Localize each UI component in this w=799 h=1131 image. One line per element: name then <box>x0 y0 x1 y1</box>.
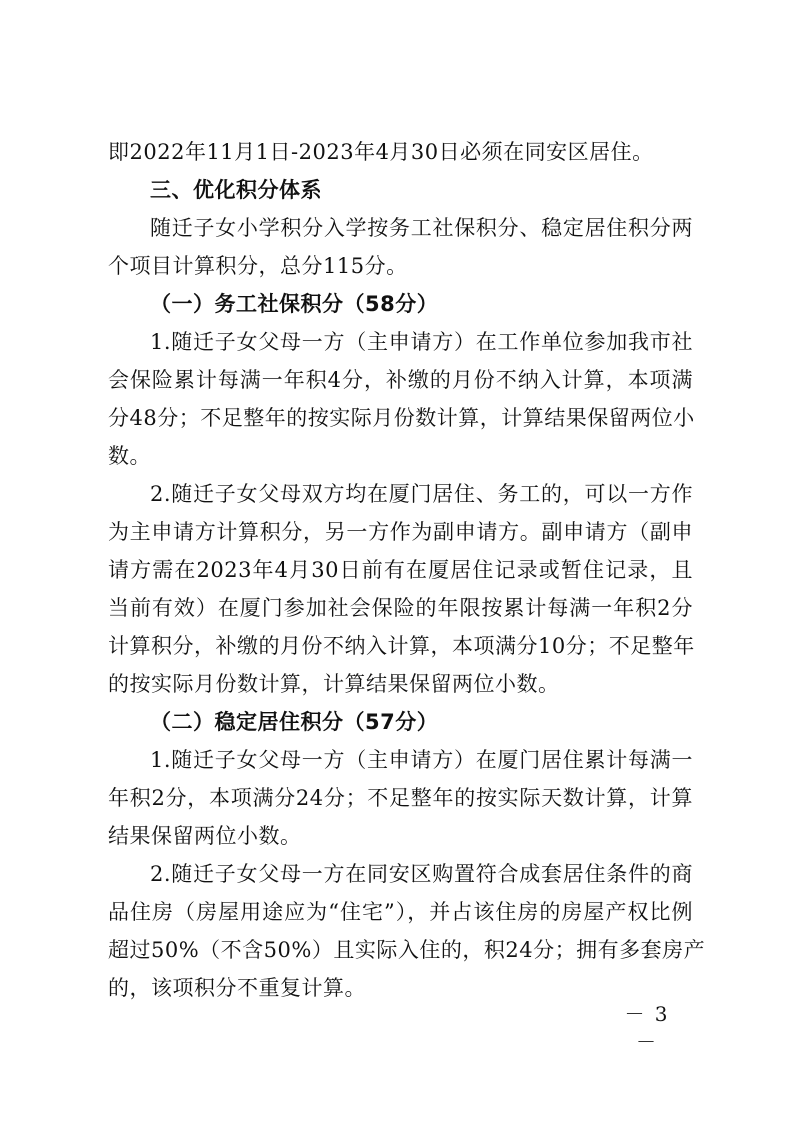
paragraph-line: 结果保留两位小数。 <box>108 824 302 848</box>
section-heading-optimize-points-system: 三、优化积分体系 <box>150 178 322 202</box>
paragraph-line: 为主申请方计算积分，另一方作为副申请方。副申请方（副申 <box>108 520 693 544</box>
paragraph-line: 当前有效）在厦门参加社会保险的年限按累计每满一年积2分 <box>108 596 693 620</box>
paragraph-line: 计算积分，补缴的月份不纳入计算，本项满分10分；不足整年 <box>108 634 695 658</box>
paragraph-continuation-line: 即2022年11月1日-2023年4月30日必须在同安区居住。 <box>108 140 654 164</box>
page-number: － 3 － <box>624 1002 670 1054</box>
paragraph-line: 的，该项积分不重复计算。 <box>108 976 366 1000</box>
paragraph-line: 随迁子女小学积分入学按务工社保积分、稳定居住积分两 <box>150 216 693 240</box>
subsection-heading-social-insurance-points: （一）务工社保积分（58分） <box>150 292 439 316</box>
paragraph-line: 会保险累计每满一年积4分，补缴的月份不纳入计算，本项满 <box>108 368 693 392</box>
paragraph-line: 超过50%（不含50%）且实际入住的，积24分；拥有多套房产 <box>108 938 706 962</box>
paragraph-line: 请方需在2023年4月30日前有在厦居住记录或暂住记录，且 <box>108 558 693 582</box>
paragraph-line: 数。 <box>108 444 151 468</box>
paragraph-line: 分48分；不足整年的按实际月份数计算，计算结果保留两位小 <box>108 406 695 430</box>
paragraph-line: 年积2分，本项满分24分；不足整年的按实际天数计算，计算 <box>108 786 693 810</box>
paragraph-line: 2.随迁子女父母双方均在厦门居住、务工的，可以一方作 <box>150 482 693 506</box>
paragraph-line: 1.随迁子女父母一方（主申请方）在工作单位参加我市社 <box>150 330 693 354</box>
subsection-heading-stable-residence-points: （二）稳定居住积分（57分） <box>150 710 439 734</box>
paragraph-line: 1.随迁子女父母一方（主申请方）在厦门居住累计每满一 <box>150 748 693 772</box>
paragraph-line: 的按实际月份数计算，计算结果保留两位小数。 <box>108 672 560 696</box>
paragraph-line: 个项目计算积分，总分115分。 <box>108 254 408 278</box>
paragraph-line: 2.随迁子女父母一方在同安区购置符合成套居住条件的商 <box>150 862 693 886</box>
paragraph-line: 品住房（房屋用途应为“住宅”），并占该住房的房屋产权比例 <box>108 900 693 924</box>
